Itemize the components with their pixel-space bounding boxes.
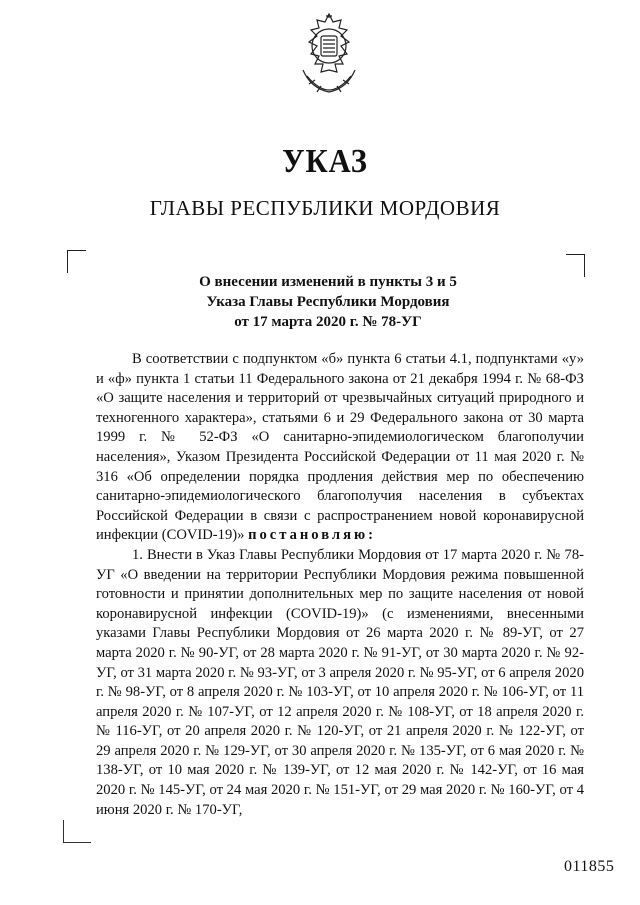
preamble-text: В соответствии с подпунктом «б» пункта 6 статьи 4.1, подпунктами «у» и «ф» пункта 1 статьи 11 Федерального закона от 21 декабря 1994 г. № 68-ФЗ «О защите населения и территорий от чрезвычайных ситуаций природного и техногенного характера», статьями 6 и 29 Федерального закона от 30 марта 1999 г. № 52-ФЗ «О санитарно-эпидемиологическом благополучии населения», Указом Президента Российской Федерации от 11 мая 2020 г. № 316 «Об определении порядка продления действия мер по обеспечению санитарно-эпидемиологического благополучия населения в субъектах Российской Федерации в связи с распространением новой коронавирусной инфекции (COVID-19)» (96, 351, 584, 544)
title-corner-left (67, 250, 86, 273)
document-title (0, 272, 640, 332)
serial-number: 011855 (564, 858, 615, 875)
margin-mark (63, 842, 91, 843)
title-line: О внесении изменений в пункты 3 и 5 (199, 274, 457, 290)
margin-mark (63, 820, 64, 842)
coat-of-arms-emblem (289, 10, 369, 100)
preamble-paragraph (96, 350, 584, 546)
decree-word: постановляю: (248, 527, 377, 544)
issuing-authority: ГЛАВЫ РЕСПУБЛИКИ МОРДОВИЯ (149, 196, 501, 220)
document-type-heading: УКАЗ (282, 143, 368, 180)
title-line: Указа Главы Республики Мордовия (206, 294, 450, 310)
document-body (96, 350, 584, 820)
item-paragraph: 1. Внести в Указ Главы Республики Мордовия от 17 марта 2020 г. № 78-УГ «О введении на территории Республики Мордовия режима повышенной готовности и принятии дополнительных мер по защите населения от новой коронавирусной инфекции (COVID-19)» (с изменениями, внесенными указами Главы Республики Мордовия от 26 марта 2020 г. № 89-УГ, от 27 марта 2020 г. № 90-УГ, от 28 марта 2020 г. № 91-УГ, от 30 марта 2020 г. № 92-УГ, от 31 марта 2020 г. № 93-УГ, от 3 апреля 2020 г. № 95-УГ, от 6 апреля 2020 г. № 98-УГ, от 8 апреля 2020 г. № 103-УГ, от 10 апреля 2020 г. № 106-УГ, от 11 апреля 2020 г. № 107-УГ, от 12 апреля 2020 г. № 108-УГ, от 18 апреля 2020 г. № 116-УГ, от 20 апреля 2020 г. № 120-УГ, от 21 апреля 2020 г. № 122-УГ, от 29 апреля 2020 г. № 129-УГ, от 30 апреля 2020 г. № 135-УГ, от 6 мая 2020 г. № 138-УГ, от 10 мая 2020 г. № 139-УГ, от 12 мая 2020 г. № 142-УГ, от 16 мая 2020 г. № 145-УГ, от 24 мая 2020 г. № 151-УГ, от 29 мая 2020 г. № 160-УГ, от 4 июня 2020 г. № 170-УГ, (96, 546, 584, 818)
title-line: от 17 марта 2020 г. № 78-УГ (234, 314, 422, 330)
